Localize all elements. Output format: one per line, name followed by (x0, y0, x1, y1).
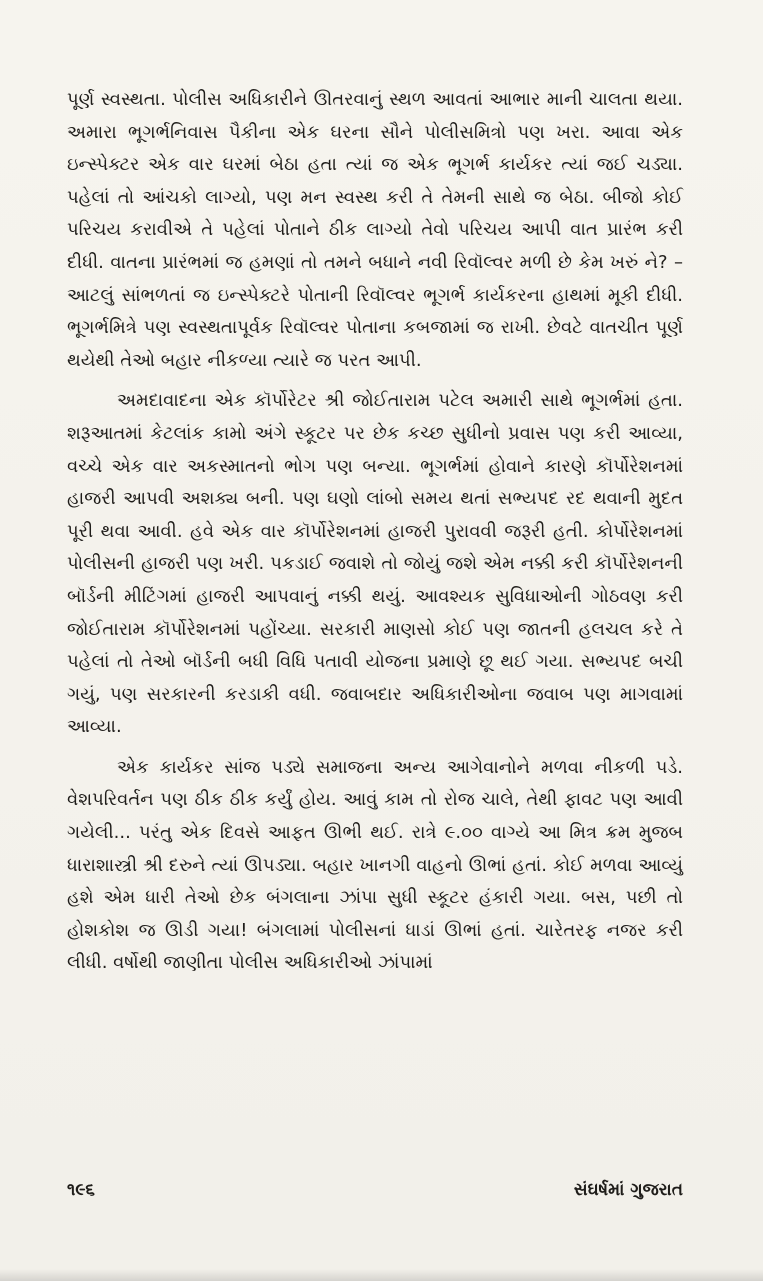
paragraph-2: અમદાવાદના એક કૉર્પોરેટર શ્રી જોઈતારામ પટેલ અમારી સાથે ભૂગર્ભમાં હતા. શરૂઆતમાં કેટલાંક કામો અંગે સ્કૂટર પર છેક કચ્છ સુધીનો પ્રવાસ પણ કરી આવ્યા, વચ્ચે એક વાર અકસ્માતનો ભોગ પણ બન્યા. ભૂગર્ભમાં હોવાને કારણે કૉર્પોરેશનમાં હાજરી આપવી અશક્ય બની. પણ ઘણો લાંબો સમય થતાં સભ્યપદ રદ થવાની મુદત પૂરી થવા આવી. હવે એક વાર કૉર્પોરેશનમાં હાજરી પુરાવવી જરૂરી હતી. કોર્પોરેશનમાં પોલીસની હાજરી પણ ખરી. પકડાઈ જવાશે તો જોયું જશે એમ નક્કી કરી કૉર્પોરેશનની બૉર્ડની મીટિંગમાં હાજરી આપવાનું નક્કી થયું. આવશ્યક સુવિધાઓની ગોઠવણ કરી જોઈતારામ કૉર્પોરેશનમાં પહોંચ્યા. સરકારી માણસો કોઈ પણ જાતની હલચલ કરે તે પહેલાં તો તેઓ બૉર્ડની બધી વિધિ પતાવી યોજના પ્રમાણે છૂ થઈ ગયા. સભ્યપદ બચી ગયું, પણ સરકારની કરડાકી વધી. જવાબદાર અધિકારીઓના જવાબ પણ માગવામાં આવ્યા. (67, 390, 683, 738)
body-text (67, 84, 683, 980)
page-footer (67, 1180, 683, 1200)
paragraph-1: પૂર્ણ સ્વસ્થતા. પોલીસ અધિકારીને ઊતરવાનું સ્થળ આવતાં આભાર માની ચાલતા થયા. અમારા ભૂગર્ભનિવાસ પૈકીના એક ઘરના સૌને પોલીસમિત્રો પણ ખરા. આવા એક ઇન્સ્પેક્ટર એક વાર ઘરમાં બેઠા હતા ત્યાં જ એક ભૂગર્ભ કાર્યકર ત્યાં જઈ ચડ્યા. પહેલાં તો આંચકો લાગ્યો, પણ મન સ્વસ્થ કરી તે તેમની સાથે જ બેઠા. બીજો કોઈ પરિચય કરાવીએ તે પહેલાં પોતાને ઠીક લાગ્યો તેવો પરિચય આપી વાત પ્રારંભ કરી દીધી. વાતના પ્રારંભમાં જ હમણાં તો તમને બધાને નવી રિવૉલ્વર મળી છે કેમ ખરું ને? – આટલું સાંભળતાં જ ઇન્સ્પેક્ટરે પોતાની રિવૉલ્વર ભૂગર્ભ કાર્યકરના હાથમાં મૂકી દીધી. ભૂગર્ભમિત્રે પણ સ્વસ્થતાપૂર્વક રિવૉલ્વર પોતાના કબજામાં જ રાખી. છેવટે વાતચીત પૂર્ણ થયેથી તેઓ બહાર નીકળ્યા ત્યારે જ પરત આપી. (67, 89, 683, 371)
page-edge-shadow (0, 1269, 763, 1281)
paragraph-3: એક કાર્યકર સાંજ પડ્યે સમાજના અન્ય આગેવાનોને મળવા નીકળી પડે. વેશપરિવર્તન પણ ઠીક ઠીક કર્યું હોય. આવું કામ તો રોજ ચાલે, તેથી ફાવટ પણ આવી ગયેલી... પરંતુ એક દિવસે આફત ઊભી થઈ. રાત્રે ૯.૦૦ વાગ્યે આ મિત્ર ક્રમ મુજબ ધારાશાસ્ત્રી શ્રી દરુને ત્યાં ઊપડ્યા. બહાર ખાનગી વાહનો ઊભાં હતાં. કોઈ મળવા આવ્યું હશે એમ ધારી તેઓ છેક બંગલાના ઝાંપા સુધી સ્કૂટર હંકારી ગયા. બસ, પછી તો હોશકોશ જ ઊડી ગયા! બંગલામાં પોલીસનાં ધાડાં ઊભાં હતાં. ચારેતરફ નજર કરી લીધી. વર્ષોથી જાણીતા પોલીસ અધિકારીઓ ઝાંપામાં (67, 756, 683, 974)
page-number: ૧૯૬ (67, 1180, 95, 1200)
book-title: સંઘર્ષમાં ગુજરાત (573, 1180, 683, 1200)
